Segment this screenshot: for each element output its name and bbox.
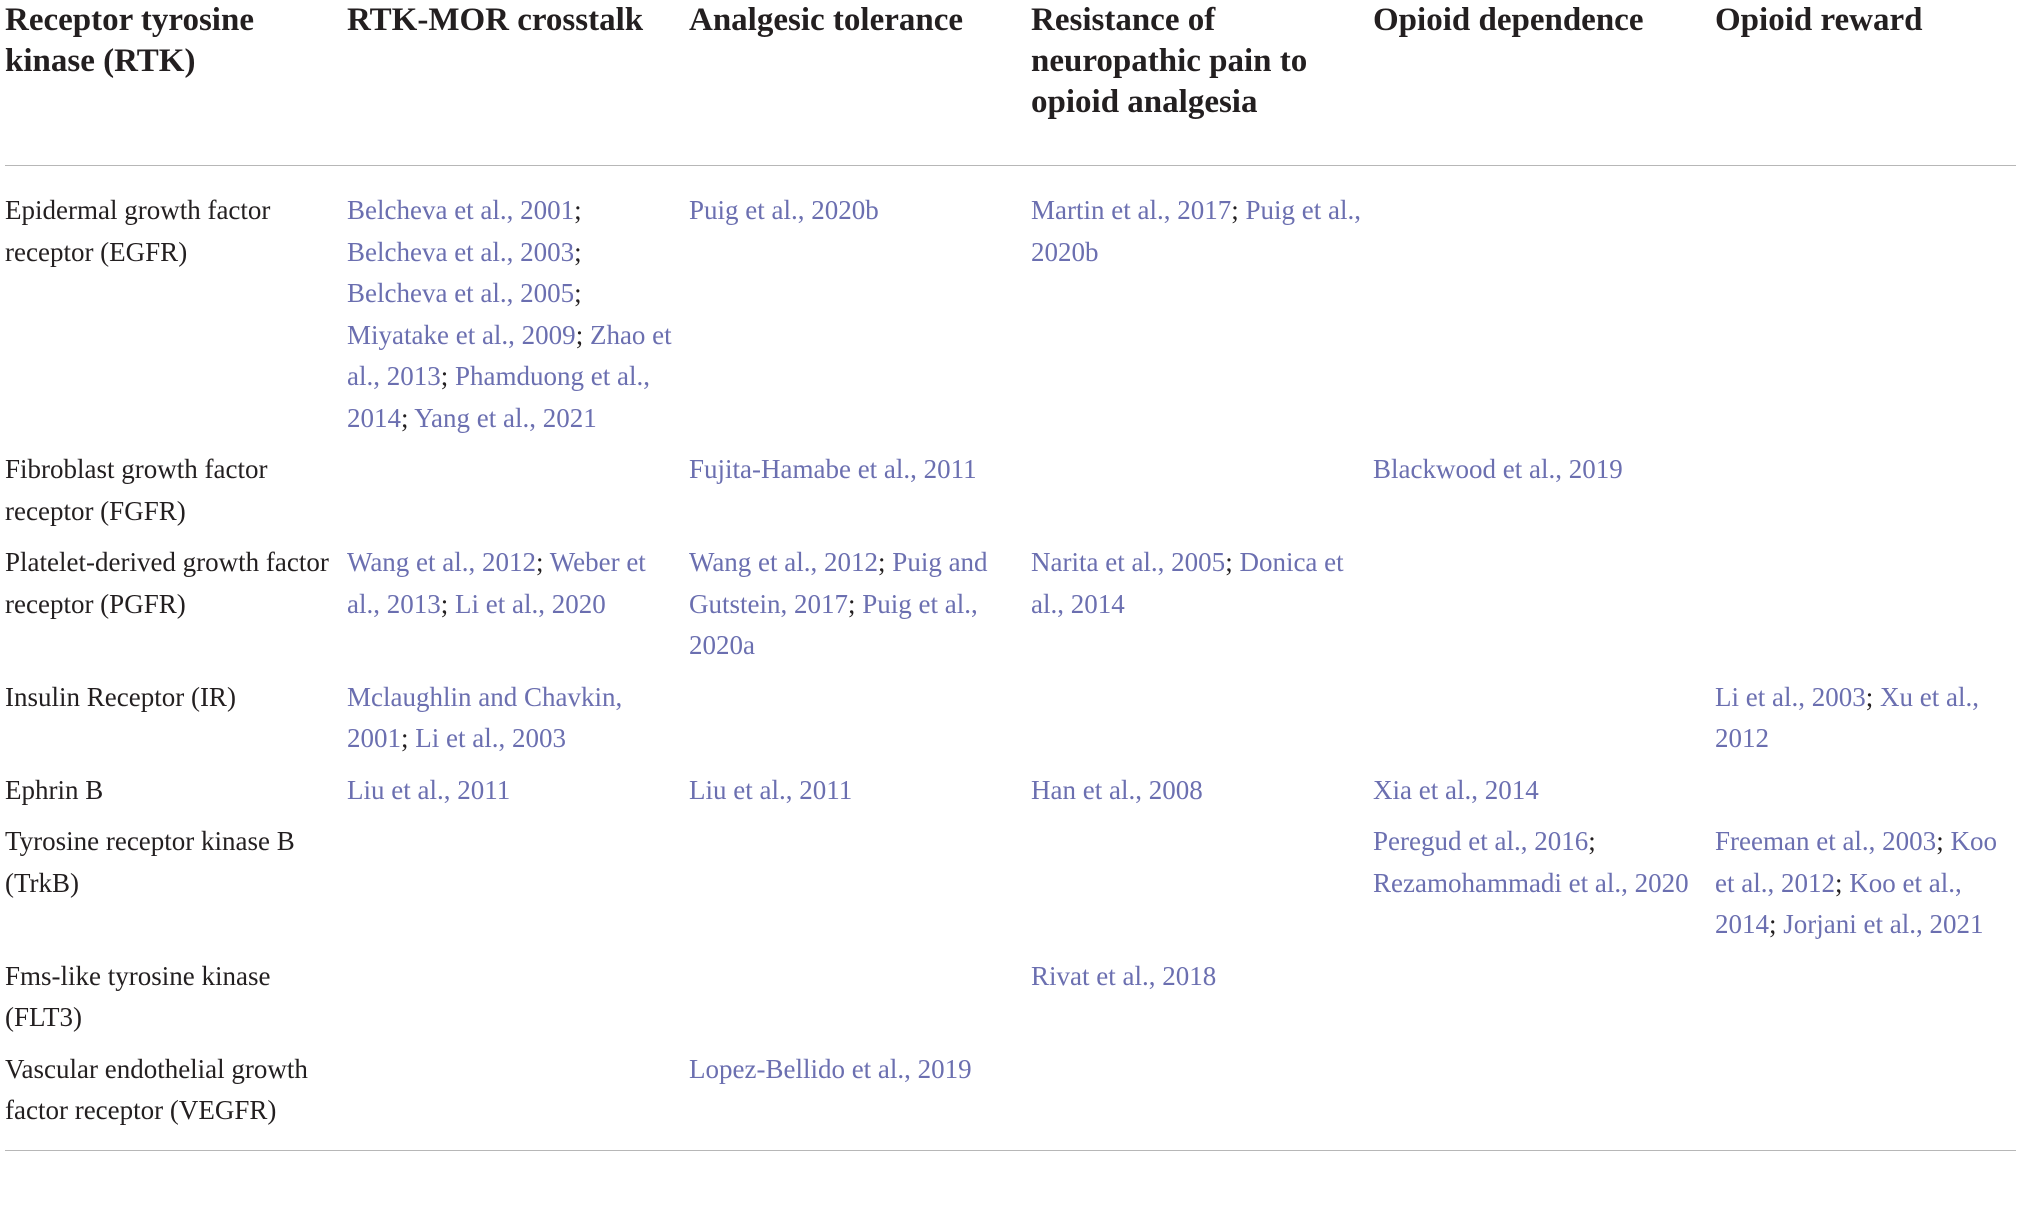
header-neuropathic-resistance: Resistance of neuropathic pain to opioid analgesia (1031, 2, 1308, 120)
citation-link[interactable]: Li et al., 2020 (455, 588, 606, 619)
cell-rtk-mor-crosstalk (347, 1049, 689, 1151)
citation-link[interactable]: Puig et al., 2020a (689, 588, 978, 660)
citation-link[interactable]: Koo et al., 2014 (1715, 867, 1962, 939)
receptor-name-cell: Tyrosine receptor kinase B (TrkB) (5, 826, 295, 898)
cell-rtk-mor-crosstalk (347, 166, 689, 450)
citation-link[interactable]: Mclaughlin and Chavkin, 2001 (347, 681, 623, 753)
citation-link[interactable]: Puig et al., 2020b (689, 195, 879, 225)
table-row (5, 449, 2016, 542)
citation-separator: ; (574, 236, 582, 267)
cell-analgesic-tolerance (689, 1049, 1031, 1151)
cell-neuropathic-resistance (1031, 542, 1373, 677)
table-row (5, 1049, 2016, 1151)
cell-opioid-dependence (1373, 821, 1715, 956)
cell-opioid-reward (1715, 542, 2016, 677)
citation-link[interactable]: Weber et al., 2013 (347, 547, 646, 619)
header-row (5, 0, 2016, 166)
citation-link[interactable]: Belcheva et al., 2003 (347, 236, 575, 267)
cell-opioid-reward (1715, 449, 2016, 542)
cell-rtk-mor-crosstalk (347, 821, 689, 956)
cell-opioid-dependence (1373, 542, 1715, 677)
receptor-name-cell: Insulin Receptor (IR) (5, 681, 236, 712)
citation-link[interactable]: Rezamohammadi et al., 2020 (1373, 867, 1689, 898)
citation-link[interactable]: Xu et al., 2012 (1715, 681, 1979, 753)
cell-opioid-reward (1715, 166, 2016, 450)
citation-separator: ; (401, 723, 416, 753)
cell-analgesic-tolerance (689, 542, 1031, 677)
cell-rtk-mor-crosstalk (347, 542, 689, 677)
header-receptor: Receptor tyrosine kinase (RTK) (5, 2, 254, 79)
citation-link[interactable]: Lopez-Bellido et al., 2019 (689, 1053, 972, 1084)
citation-link[interactable]: Belcheva et al., 2005 (347, 278, 575, 308)
citation-separator: ; (1588, 826, 1596, 856)
cell-analgesic-tolerance (689, 770, 1031, 822)
citation-separator: ; (878, 547, 893, 577)
citation-link[interactable]: Li et al., 2003 (415, 723, 566, 753)
cell-opioid-dependence (1373, 166, 1715, 450)
table-row (5, 770, 2016, 822)
citation-separator: ; (574, 195, 582, 225)
citation-link[interactable]: Han et al., 2008 (1031, 774, 1203, 805)
receptor-name-cell: Vascular endothelial growth factor receptor (VEGFR) (5, 1053, 308, 1125)
cell-analgesic-tolerance (689, 449, 1031, 542)
citation-separator: ; (1865, 681, 1880, 712)
citation-link[interactable]: Blackwood et al., 2019 (1373, 454, 1623, 484)
citation-link[interactable]: Peregud et al., 2016 (1373, 826, 1589, 856)
cell-opioid-reward (1715, 770, 2016, 822)
citation-link[interactable]: Freeman et al., 2003 (1715, 826, 1937, 856)
citation-link[interactable]: Wang et al., 2012 (347, 547, 537, 577)
citation-separator: ; (1225, 547, 1240, 577)
citation-separator: ; (440, 588, 456, 619)
cell-opioid-dependence (1373, 1049, 1715, 1151)
header-opioid-reward: Opioid reward (1715, 2, 1923, 38)
cell-neuropathic-resistance (1031, 677, 1373, 770)
citation-separator: ; (575, 319, 590, 350)
citation-separator: ; (1936, 826, 1951, 856)
citation-separator: ; (440, 361, 456, 391)
citation-link[interactable]: Koo et al., 2012 (1715, 826, 1997, 898)
header-rtk-mor-crosstalk: RTK-MOR crosstalk (347, 2, 644, 38)
citation-link[interactable]: Zhao et al., 2013 (347, 319, 672, 391)
cell-analgesic-tolerance (689, 166, 1031, 450)
cell-opioid-reward (1715, 956, 2016, 1049)
cell-opioid-dependence (1373, 449, 1715, 542)
cell-neuropathic-resistance (1031, 1049, 1373, 1151)
cell-opioid-dependence (1373, 677, 1715, 770)
citation-link[interactable]: Belcheva et al., 2001 (347, 195, 575, 225)
citation-link[interactable]: Martin et al., 2017 (1031, 195, 1232, 225)
citation-link[interactable]: Fujita-Hamabe et al., 2011 (689, 454, 977, 484)
citation-separator: ; (1231, 195, 1246, 225)
cell-neuropathic-resistance (1031, 449, 1373, 542)
citation-link[interactable]: Jorjani et al., 2021 (1783, 909, 1984, 939)
citation-separator: ; (1769, 909, 1784, 939)
citation-separator: ; (536, 547, 550, 577)
citation-link[interactable]: Xia et al., 2014 (1373, 774, 1539, 805)
cell-rtk-mor-crosstalk (347, 770, 689, 822)
cell-rtk-mor-crosstalk (347, 449, 689, 542)
receptor-name-cell: Fibroblast growth factor receptor (FGFR) (5, 454, 268, 526)
cell-rtk-mor-crosstalk (347, 677, 689, 770)
table-row (5, 677, 2016, 770)
citation-link[interactable]: Liu et al., 2011 (347, 774, 511, 805)
cell-opioid-reward (1715, 677, 2016, 770)
citation-separator: ; (1834, 867, 1850, 898)
table-row (5, 821, 2016, 956)
rtk-opioid-table-container (5, 0, 2016, 1151)
cell-neuropathic-resistance (1031, 956, 1373, 1049)
citation-link[interactable]: Rivat et al., 2018 (1031, 960, 1217, 991)
citation-link[interactable]: Donica et al., 2014 (1031, 547, 1344, 619)
citation-separator: ; (401, 402, 415, 433)
citation-link[interactable]: Yang et al., 2021 (414, 402, 597, 433)
citation-link[interactable]: Li et al., 2003 (1715, 681, 1866, 712)
cell-opioid-reward (1715, 1049, 2016, 1151)
citation-link[interactable]: Puig et al., 2020b (1031, 195, 1361, 267)
cell-opioid-dependence (1373, 770, 1715, 822)
citation-link[interactable]: Liu et al., 2011 (689, 774, 853, 805)
cell-analgesic-tolerance (689, 821, 1031, 956)
citation-link[interactable]: Puig and Gutstein, 2017 (689, 547, 988, 619)
citation-link[interactable]: Narita et al., 2005 (1031, 547, 1226, 577)
cell-rtk-mor-crosstalk (347, 956, 689, 1049)
table-row (5, 166, 2016, 450)
citation-link[interactable]: Miyatake et al., 2009 (347, 319, 576, 350)
header-opioid-dependence: Opioid dependence (1373, 2, 1644, 38)
receptor-name-cell: Fms-like tyrosine kinase (FLT3) (5, 960, 271, 1032)
table-body (5, 166, 2016, 1151)
citation-link[interactable]: Wang et al., 2012 (689, 547, 879, 577)
cell-neuropathic-resistance (1031, 821, 1373, 956)
cell-opioid-reward (1715, 821, 2016, 956)
receptor-name-cell: Platelet-derived growth factor receptor (PGFR) (5, 547, 329, 619)
cell-analgesic-tolerance (689, 956, 1031, 1049)
table-header (5, 0, 2016, 166)
cell-neuropathic-resistance (1031, 166, 1373, 450)
header-analgesic-tolerance: Analgesic tolerance (689, 2, 964, 38)
table-row (5, 542, 2016, 677)
cell-analgesic-tolerance (689, 677, 1031, 770)
cell-opioid-dependence (1373, 956, 1715, 1049)
table-row (5, 956, 2016, 1049)
citation-link[interactable]: Phamduong et al., 2014 (347, 361, 650, 433)
receptor-name-cell: Epidermal growth factor receptor (EGFR) (5, 195, 271, 267)
citation-separator: ; (848, 588, 863, 619)
receptor-name-cell: Ephrin B (5, 774, 104, 805)
rtk-opioid-table (5, 0, 2016, 1151)
citation-separator: ; (574, 278, 582, 308)
cell-neuropathic-resistance (1031, 770, 1373, 822)
